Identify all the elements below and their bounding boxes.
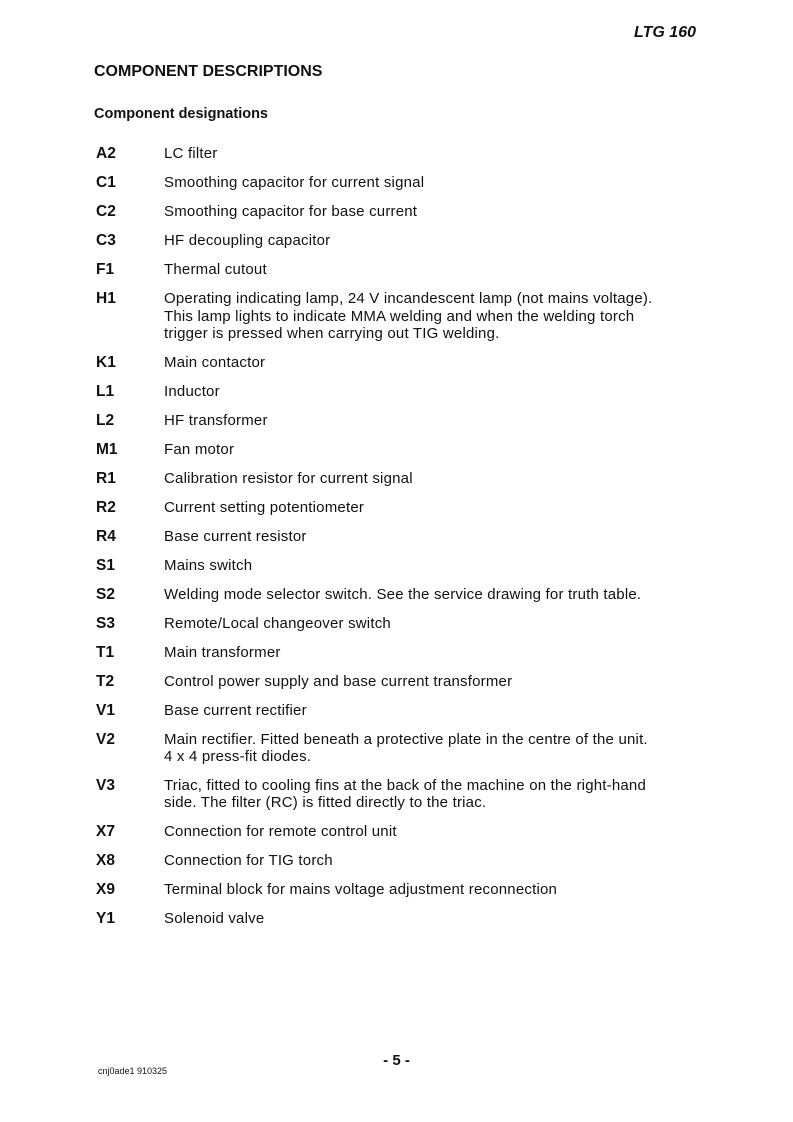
component-description-line: Current setting potentiometer — [164, 498, 365, 516]
component-code: R1 — [96, 469, 116, 487]
component-description-line: Base current resistor — [164, 527, 307, 545]
component-row — [96, 910, 736, 928]
component-description — [164, 881, 736, 899]
component-description-line: Connection for remote control unit — [164, 822, 397, 840]
component-code: V3 — [96, 776, 115, 794]
component-description-line: Main transformer — [164, 643, 281, 661]
component-description — [164, 412, 736, 430]
component-code: L2 — [96, 411, 115, 429]
subsection-title: Component designations — [94, 106, 268, 122]
component-list — [96, 145, 736, 939]
component-code: L1 — [96, 382, 115, 400]
component-description-line: trigger is pressed when carrying out TIG welding. — [164, 325, 500, 342]
component-row — [96, 615, 736, 633]
component-row — [96, 354, 736, 372]
component-row — [96, 412, 736, 430]
component-description-line: side. The filter (RC) is fitted directly to the triac. — [164, 794, 487, 811]
component-code: C2 — [96, 203, 116, 220]
component-description — [164, 586, 736, 604]
component-row — [96, 441, 736, 459]
component-description — [164, 852, 736, 870]
component-description-line: Mains switch — [164, 556, 253, 574]
document-code: LTG 160 — [634, 24, 696, 41]
component-description — [164, 823, 736, 841]
section-title: COMPONENT DESCRIPTIONS — [94, 63, 323, 80]
component-row — [96, 557, 736, 575]
component-description-line: Operating indicating lamp, 24 V incandescent lamp (not mains voltage). — [164, 290, 653, 307]
component-description-line: Control power supply and base current transformer — [164, 672, 513, 690]
component-description-line: Smoothing capacitor for current signal — [164, 174, 425, 191]
component-description — [164, 557, 736, 575]
component-row — [96, 731, 736, 766]
component-code: S1 — [96, 556, 115, 574]
component-description — [164, 354, 736, 372]
component-description — [164, 470, 736, 488]
component-code: S2 — [96, 585, 115, 603]
component-description — [164, 261, 736, 279]
component-code: R4 — [96, 527, 116, 545]
component-row — [96, 174, 736, 192]
component-description — [164, 499, 736, 517]
component-description — [164, 203, 736, 221]
component-code: V1 — [96, 701, 115, 719]
component-description — [164, 731, 736, 766]
document-reference: cnj0ade1 910325 — [98, 1066, 168, 1076]
component-row — [96, 644, 736, 662]
component-row — [96, 702, 736, 720]
component-code: F1 — [96, 261, 115, 278]
component-description-line: Fan motor — [164, 440, 235, 458]
component-code: V2 — [96, 730, 115, 748]
component-description-line: Inductor — [164, 382, 220, 400]
component-description-line: Main contactor — [164, 353, 266, 371]
component-code: C1 — [96, 174, 116, 191]
component-row — [96, 203, 736, 221]
component-description-line: Triac, fitted to cooling fins at the back of the machine on the right-hand — [164, 776, 647, 794]
component-row — [96, 528, 736, 546]
component-description-line: 4 x 4 press-fit diodes. — [164, 748, 312, 765]
component-description-line: Main rectifier. Fitted beneath a protective plate in the centre of the unit. — [164, 730, 648, 748]
component-row — [96, 470, 736, 488]
component-description — [164, 528, 736, 546]
component-row — [96, 383, 736, 401]
component-description-line: LC filter — [164, 145, 218, 162]
component-code: X7 — [96, 822, 115, 840]
component-code: A2 — [96, 145, 116, 162]
component-row — [96, 290, 736, 343]
component-description-line: Remote/Local changeover switch — [164, 614, 391, 632]
component-code: K1 — [96, 353, 116, 371]
component-row — [96, 673, 736, 691]
component-row — [96, 232, 736, 250]
component-description-line: Thermal cutout — [164, 261, 267, 278]
component-description-line: Calibration resistor for current signal — [164, 469, 413, 487]
component-row — [96, 777, 736, 812]
component-code: M1 — [96, 440, 118, 458]
component-code: R2 — [96, 498, 116, 516]
component-code: C3 — [96, 232, 116, 249]
component-row — [96, 261, 736, 279]
component-description — [164, 383, 736, 401]
component-code: T1 — [96, 643, 115, 661]
component-row — [96, 586, 736, 604]
component-description-line: Welding mode selector switch. See the service drawing for truth table. — [164, 585, 642, 603]
component-description — [164, 232, 736, 250]
component-row — [96, 823, 736, 841]
component-row — [96, 852, 736, 870]
component-description — [164, 174, 736, 192]
component-description-line: This lamp lights to indicate MMA welding and when the welding torch — [164, 307, 635, 325]
component-description-line: Base current rectifier — [164, 701, 307, 719]
component-code: S3 — [96, 614, 115, 632]
component-code: X8 — [96, 851, 115, 869]
component-description — [164, 290, 736, 343]
component-code: X9 — [96, 880, 115, 898]
component-description — [164, 644, 736, 662]
component-row — [96, 145, 736, 163]
component-code: T2 — [96, 672, 115, 690]
component-description — [164, 702, 736, 720]
component-description — [164, 441, 736, 459]
component-description — [164, 777, 736, 812]
component-description-line: Terminal block for mains voltage adjustment reconnection — [164, 880, 558, 898]
component-description-line: Connection for TIG torch — [164, 851, 333, 869]
component-description-line: Smoothing capacitor for base current — [164, 203, 418, 220]
component-description-line: HF decoupling capacitor — [164, 232, 331, 249]
component-row — [96, 881, 736, 899]
component-description-line: HF transformer — [164, 411, 268, 429]
component-description — [164, 615, 736, 633]
page-number: - 5 - — [383, 1052, 410, 1069]
component-code: H1 — [96, 290, 116, 307]
component-description-line: Solenoid valve — [164, 909, 265, 927]
component-code: Y1 — [96, 909, 115, 927]
component-row — [96, 499, 736, 517]
component-description — [164, 673, 736, 691]
component-description — [164, 910, 736, 928]
component-description — [164, 145, 736, 163]
